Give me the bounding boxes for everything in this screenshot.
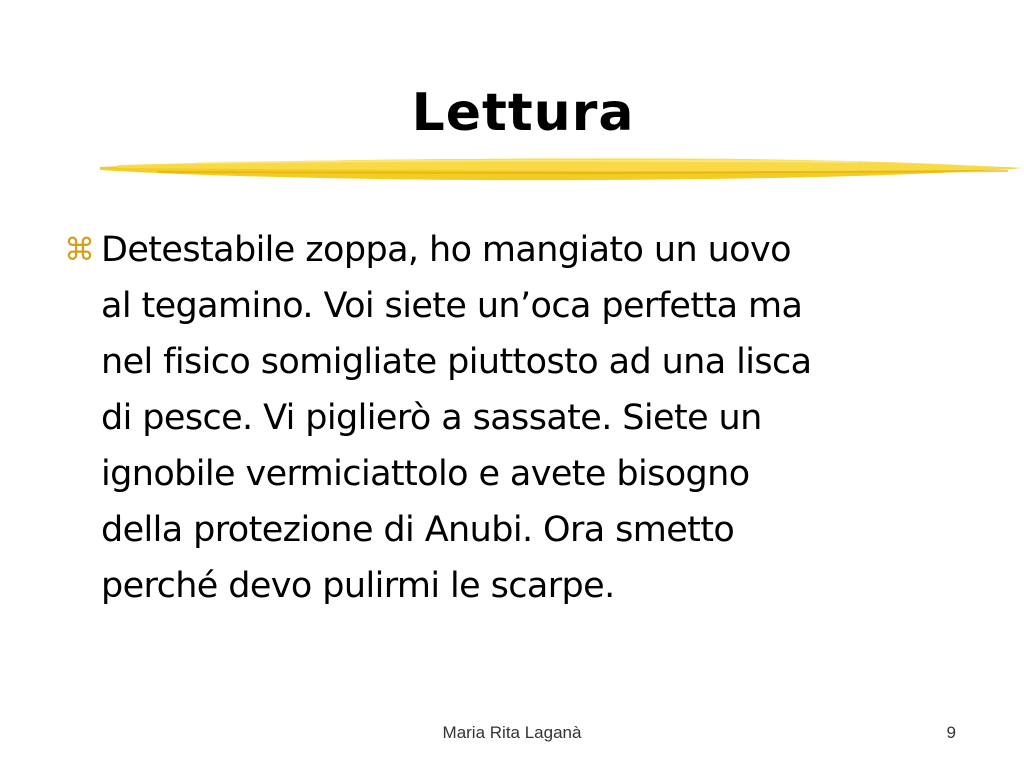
- bullet-line: Detestabile zoppa, ho mangiato un uovo: [101, 230, 791, 270]
- bullet-line: ignobile vermiciattolo e avete bisogno: [101, 454, 750, 494]
- bullet-line: nel fisico somigliate piuttosto ad una lisca: [101, 342, 812, 382]
- slide-title: Lettura: [411, 83, 635, 143]
- footer-author: Maria Rita Laganà: [442, 723, 582, 742]
- bullet-line: di pesce. Vi piglierò a sassate. Siete un: [101, 398, 762, 438]
- page-number: 9: [946, 723, 956, 742]
- bullet-line: al tegamino. Voi siete un’oca perfetta ma: [101, 286, 803, 326]
- bullet-text: [101, 222, 971, 614]
- bullet-icon: ⌘: [64, 232, 95, 268]
- bullet-line: perché devo pulirmi le scarpe.: [101, 566, 615, 606]
- title-underline-brushstroke: [98, 150, 1024, 188]
- bullet-line: della protezione di Anubi. Ora smetto: [101, 510, 735, 550]
- bullet-block: [64, 222, 964, 614]
